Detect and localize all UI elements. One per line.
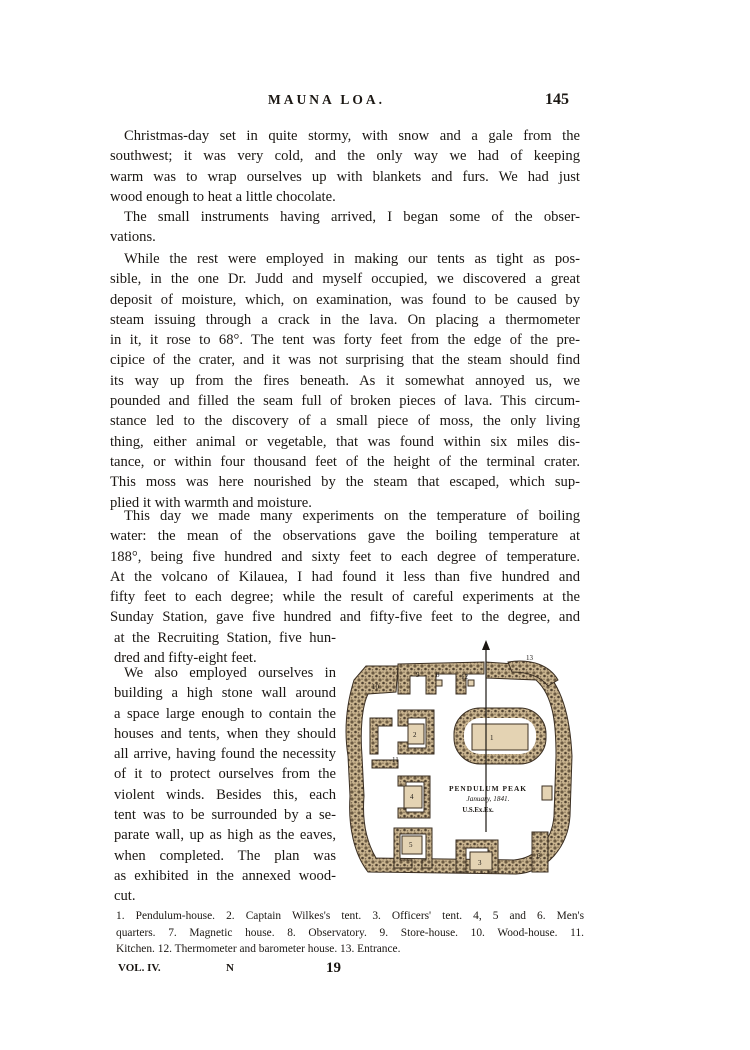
woodcut-plan xyxy=(336,636,584,898)
text-line: dred and fifty-eight feet. xyxy=(114,650,257,667)
text-line: This moss was here nourished by the steam that escaped, which sup- xyxy=(110,474,580,491)
paragraph-steam xyxy=(110,249,580,513)
sheet-number: 19 xyxy=(326,960,341,976)
text-line: violent winds. Besides this, each xyxy=(114,786,336,803)
label-6: 6 xyxy=(537,852,541,860)
volume-mark: VOL. IV. xyxy=(118,962,161,974)
page-number: 145 xyxy=(545,91,569,108)
text-line: thing, either animal or vegetable, that was found within six miles dis- xyxy=(110,433,580,450)
signature-mark: N xyxy=(226,962,234,974)
caption-line: 1. Pendulum-house. 2. Captain Wilkes's tent. 3. Officers' tent. 4, 5 and 6. Men's xyxy=(116,910,584,922)
north-arrow-icon xyxy=(482,640,490,650)
text-line: as exhibited in the annexed wood- xyxy=(114,867,336,884)
label-12: 12 xyxy=(461,673,468,681)
text-line: tance, or within four thousand feet of the height of the terminal crater. xyxy=(110,453,580,470)
caption-line: quarters. 7. Magnetic house. 8. Observatory. 9. Store-house. 10. Wood-house. 11. xyxy=(116,926,584,939)
text-line: southwest; it was very cold, and the only way we had of keeping xyxy=(110,148,580,165)
label-7: 7 xyxy=(556,790,560,798)
text-line: parate wall, up as high as the eaves, xyxy=(114,827,336,844)
woodcut-caption xyxy=(116,908,584,958)
paragraph-instruments xyxy=(110,207,580,248)
label-13: 13 xyxy=(526,654,533,662)
label-1: 1 xyxy=(490,734,494,742)
paragraph-christmas xyxy=(110,126,580,207)
text-line: warm was to wrap ourselves up with blankets and furs. We had just xyxy=(110,168,580,185)
text-line: stance led to the discovery of a small piece of moss, the only living xyxy=(110,413,580,430)
caption-line: Kitchen. 12. Thermometer and barometer house. 13. Entrance. xyxy=(116,943,401,955)
woodcut-title: PENDULUM PEAK xyxy=(448,784,528,793)
text-line: sible, in the one Dr. Judd and myself occupied, we discovered a great xyxy=(110,271,580,288)
text-line: We also employed ourselves in xyxy=(124,665,336,681)
label-5: 5 xyxy=(409,841,413,849)
text-line: The small instruments having arrived, I began some of the obser- xyxy=(124,209,580,225)
text-line: steam issuing through a crack in the lava. On placing a thermometer xyxy=(110,311,580,328)
text-line: 188°, being five hundred and sixty feet to each degree of temperature. xyxy=(110,548,580,565)
text-line: of it to protect ourselves from the xyxy=(114,766,336,783)
text-line: At the volcano of Kilauea, I had found it less than five hundred and xyxy=(110,568,580,585)
text-line: vations. xyxy=(110,229,156,246)
label-2: 2 xyxy=(413,731,417,739)
woodcut-expedition: U.S.Ex.Ex. xyxy=(462,807,494,814)
text-line: plied it with warmth and moisture. xyxy=(110,494,312,511)
top-wall xyxy=(398,662,484,694)
text-line: water: the mean of the observations gave the boiling temperature at xyxy=(110,528,580,545)
text-line: deposit of moisture, which, on examination, was found to be caused by xyxy=(110,291,580,308)
woodcut-date: January, 1841. xyxy=(466,795,510,803)
text-line: when completed. The plan was xyxy=(114,847,336,864)
text-line: in it, it rose to 68°. The tent was forty feet from the edge of the pre- xyxy=(110,332,580,349)
label-10: 10 xyxy=(372,683,379,691)
label-11: 11 xyxy=(392,756,399,764)
text-line: its way up from the fires beneath. As it somewhat annoyed us, we xyxy=(110,372,580,389)
label-3: 3 xyxy=(478,859,482,867)
text-line: Sunday Station, gave five hundred and fifty-five feet to the degree, and xyxy=(110,609,580,626)
text-line: a space large enough to contain the xyxy=(114,705,336,722)
text-line: While the rest were employed in making our tents as tight as pos- xyxy=(124,251,580,267)
observatory xyxy=(436,680,442,686)
text-line: tent was to be surrounded by a se- xyxy=(114,807,336,824)
running-head: MAUNA LOA. xyxy=(268,92,385,107)
text-line: pounded and filled the seam full of broken pieces of lava. This circum- xyxy=(110,393,580,410)
pendulum-house xyxy=(472,724,528,750)
text-line: houses and tents, when they should xyxy=(114,725,336,742)
text-line: cipice of the crater, and it was not surprising that the steam should find xyxy=(110,352,580,369)
text-line: This day we made many experiments on the temperature of boiling xyxy=(124,508,580,524)
text-line: cut. xyxy=(114,888,136,905)
thermometer-house xyxy=(468,680,474,686)
paragraph-boiling xyxy=(110,506,580,628)
label-8: 8 xyxy=(436,671,440,679)
label-9: 9 xyxy=(416,671,420,679)
text-line: at the Recruiting Station, five hun- xyxy=(114,630,336,646)
paragraph-stone-wall xyxy=(114,663,336,907)
magnetic-house xyxy=(542,786,552,800)
text-line: fifty feet to each degree; while the result of careful experiments at the xyxy=(110,589,580,606)
text-line: wood enough to heat a little chocolate. xyxy=(110,188,336,205)
text-line: building a high stone wall around xyxy=(114,685,336,702)
text-line: all arrive, having found the necessity xyxy=(114,746,336,763)
text-line: Christmas-day set in quite stormy, with snow and a gale from the xyxy=(124,128,580,144)
label-4: 4 xyxy=(410,793,414,801)
kitchen-wall xyxy=(370,718,392,754)
